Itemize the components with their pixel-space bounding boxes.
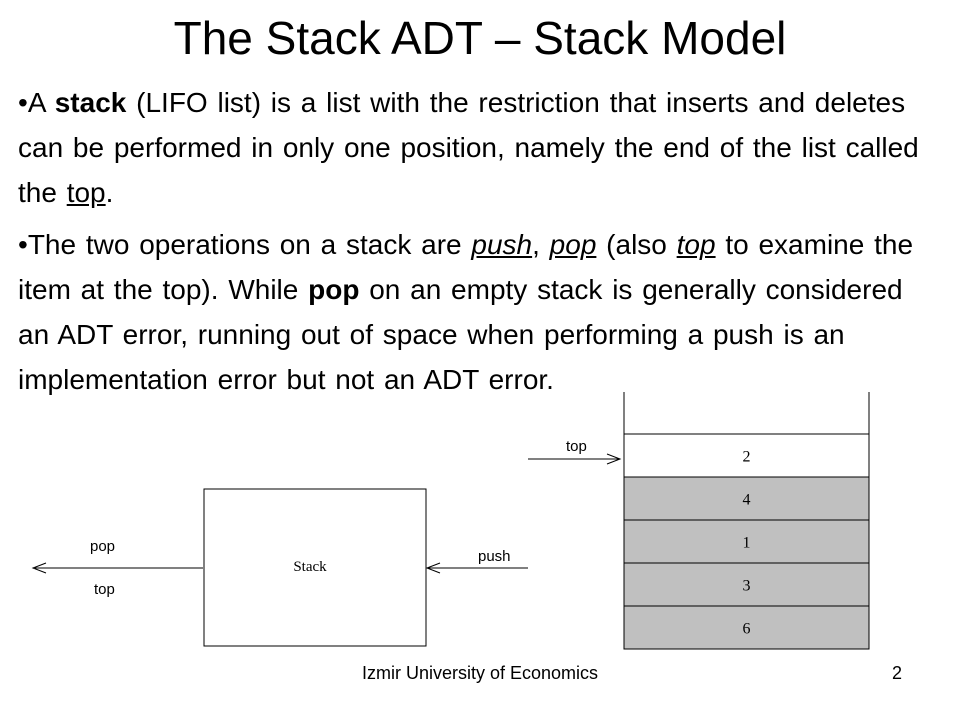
bullet-marker: • bbox=[18, 87, 28, 118]
footer-institution: Izmir University of Economics bbox=[361, 663, 599, 683]
text-segment: , bbox=[532, 229, 550, 260]
stack-model-diagram bbox=[33, 489, 528, 646]
text-segment: on an empty stack is generally considered an ADT error, running out of space when performing a push is an implementation error but not an ADT error. bbox=[18, 274, 903, 395]
term-push: push bbox=[471, 229, 533, 260]
text-segment: A bbox=[27, 87, 55, 118]
stack-cells bbox=[624, 434, 869, 649]
push-label: push bbox=[478, 548, 511, 565]
top-label: top bbox=[94, 581, 115, 598]
top-pointer-label: top bbox=[566, 438, 587, 455]
pop-label: pop bbox=[90, 538, 116, 555]
page-number: 2 bbox=[891, 663, 902, 683]
text-segment: The two operations on a stack are bbox=[27, 229, 472, 260]
stack-cell-value: 2 bbox=[742, 448, 751, 466]
slide-title: The Stack ADT – Stack Model bbox=[173, 12, 787, 64]
term-pop-bold: pop bbox=[308, 274, 360, 305]
stack-cell-value: 1 bbox=[742, 534, 751, 552]
term-pop: pop bbox=[549, 229, 597, 260]
text-segment: (LIFO list) is a list with the restriction that inserts and deletes can be performed in only one position, namely the end of the list called the bbox=[18, 87, 919, 208]
stack-cell-value: 3 bbox=[742, 577, 751, 595]
term-stack: stack bbox=[54, 87, 127, 118]
text-segment: to examine the item at the top). While bbox=[18, 229, 914, 305]
text-segment: (also bbox=[596, 229, 677, 260]
term-top: top bbox=[66, 177, 106, 208]
term-top: top bbox=[676, 229, 716, 260]
stack-cell-value: 6 bbox=[742, 620, 751, 638]
bullet-marker: • bbox=[18, 229, 28, 260]
text-segment: . bbox=[105, 177, 114, 208]
stack-box-label: Stack bbox=[293, 559, 327, 575]
stack-cell-value: 4 bbox=[742, 491, 751, 509]
stack-contents-diagram bbox=[528, 392, 869, 649]
